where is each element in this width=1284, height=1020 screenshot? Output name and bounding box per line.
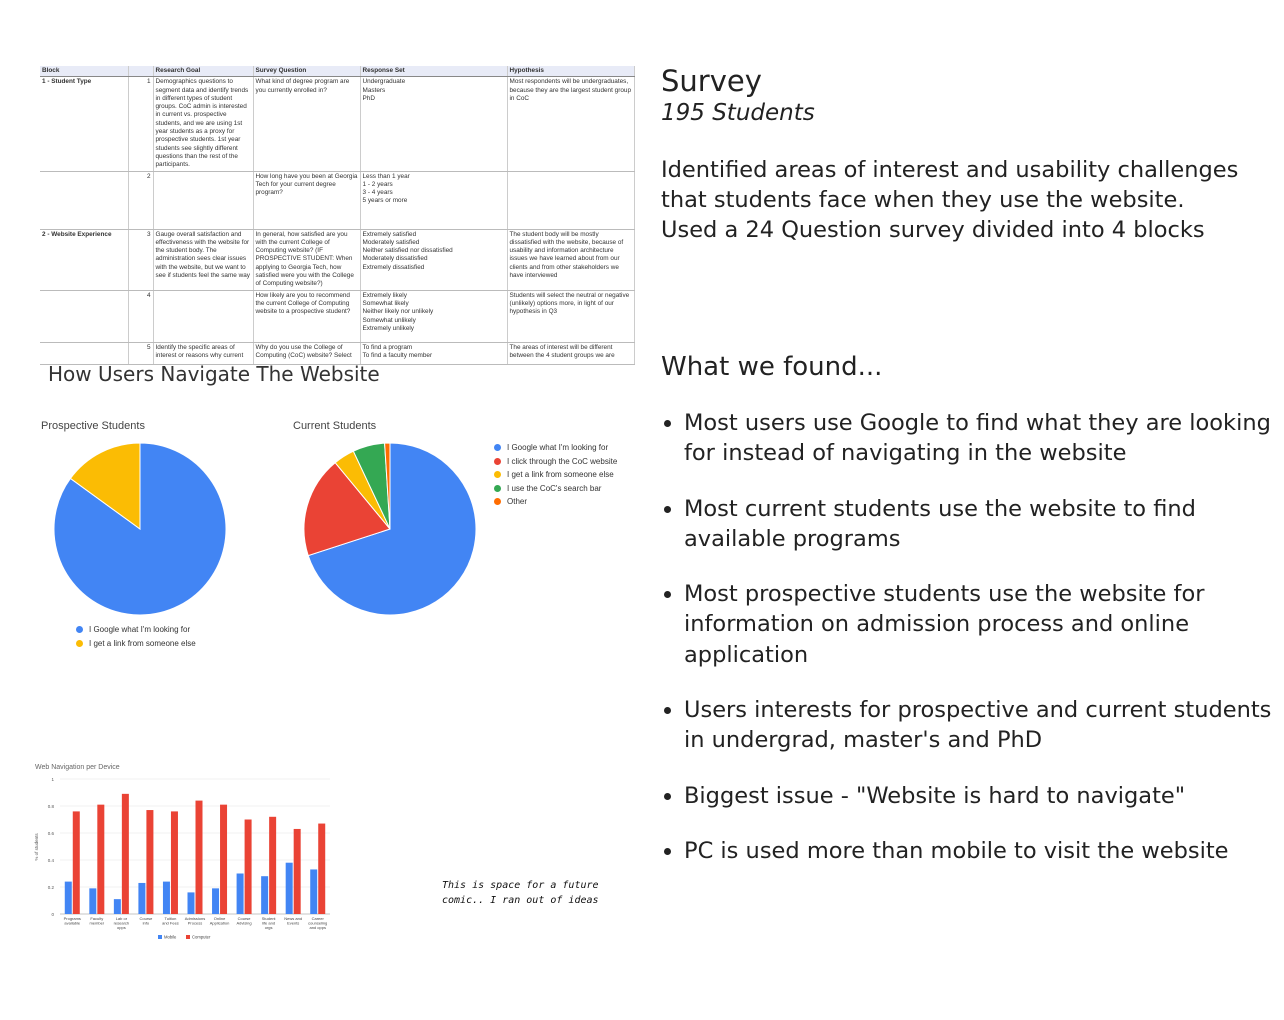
legend-label: I Google what I'm looking for xyxy=(89,625,191,635)
row-goal xyxy=(153,342,253,364)
row-hypothesis xyxy=(507,229,634,290)
bar-mobile xyxy=(212,888,219,914)
legend-label: I get a link from someone else xyxy=(507,470,614,480)
x-tick-label: Online Application xyxy=(209,916,230,926)
bar-computer xyxy=(196,801,203,914)
survey-table-row xyxy=(40,290,634,342)
row-response-text: Undergraduate Masters PhD xyxy=(362,78,406,102)
row-num xyxy=(128,77,153,171)
row-block xyxy=(40,171,128,229)
findings-title: What we found... xyxy=(661,352,883,382)
bar-mobile xyxy=(237,874,244,915)
legend-label: I get a link from someone else xyxy=(89,638,196,648)
row-response-text: Extremely satisfied Moderately satisfied Neither satisfied nor dissatisfied Moderately dissatisfied Extremely dissatisfied xyxy=(362,230,453,271)
row-question xyxy=(253,342,360,364)
row-num xyxy=(128,290,153,342)
row-question xyxy=(253,171,360,229)
findings-list xyxy=(661,408,1284,891)
y-tick-label: 0.6 xyxy=(47,831,54,836)
bar-computer xyxy=(318,824,325,914)
row-goal-text: Identify the specific areas of interest or reasons why current xyxy=(155,343,244,359)
row-num-text: 5 xyxy=(146,343,151,351)
bar-computer xyxy=(97,805,104,914)
legend-swatch xyxy=(494,485,501,492)
finding-item: • Biggest issue - "Website is hard to navigate" xyxy=(684,781,1284,811)
legend-label-mobile: Mobile xyxy=(164,934,177,940)
x-tick-label: Lab or research opps xyxy=(113,916,130,930)
header-block: Block xyxy=(40,66,128,77)
bar-computer xyxy=(269,817,276,914)
header-survey-question: Survey Question xyxy=(253,66,360,77)
bar-mobile xyxy=(310,869,317,914)
row-hypothesis xyxy=(507,290,634,342)
row-question xyxy=(253,290,360,342)
survey-table-header xyxy=(40,66,634,77)
row-response-text: Less than 1 year 1 - 2 years 3 - 4 years 5 years or more xyxy=(362,172,410,205)
legend-swatch xyxy=(494,444,501,451)
legend-label: I Google what I'm looking for xyxy=(507,443,609,453)
legend-label-computer: Computer xyxy=(192,934,211,940)
legend-item xyxy=(494,468,617,482)
x-tick-label: News and Events xyxy=(284,916,303,926)
row-goal xyxy=(153,290,253,342)
pie-current-title: Current Students xyxy=(293,420,377,432)
row-block-text: 1 - Student Type xyxy=(42,78,92,86)
survey-table-row xyxy=(40,229,634,290)
navigation-title: How Users Navigate The Website xyxy=(48,362,380,386)
row-hypothesis-text: Students will select the neutral or negative (unlikely) options more, in light of our hypothesis in Q3 xyxy=(509,291,630,316)
row-goal xyxy=(153,171,253,229)
bar-chart-device xyxy=(30,755,340,945)
row-num xyxy=(128,171,153,229)
header-research-goal: Research Goal xyxy=(153,66,253,77)
row-question-text: Why do you use the College of Computing (CoC) website? Select xyxy=(255,343,352,359)
bar-mobile xyxy=(114,899,121,914)
finding-item: • PC is used more than mobile to visit the website xyxy=(684,836,1284,866)
comic-note: This is space for a future comic.. I ran out of ideas xyxy=(442,880,599,906)
x-tick-label: Course info xyxy=(139,916,153,926)
row-response-text: Extremely likely Somewhat likely Neither likely nor unlikely Somewhat unlikely Extremely unlikely xyxy=(362,291,434,332)
row-block xyxy=(40,290,128,342)
row-goal-text: Demographics questions to segment data and identify trends in different types of student groups. CoC admin is interested in current vs. prospective students, and we are using 1st year students as a proxy for prospective students. 1st year students see slightly different questions than the rest of the participants. xyxy=(155,78,249,169)
row-goal xyxy=(153,77,253,171)
header-num xyxy=(128,66,153,77)
row-goal-text: Gauge overall satisfaction and effectiveness with the website for the student body. The administration sees clear issues with the website, but we want to see if students feel the same way xyxy=(155,230,250,280)
bar-computer xyxy=(220,805,227,914)
row-block-text: 2 - Website Experience xyxy=(42,230,112,238)
finding-item: • Users interests for prospective and current students in undergrad, master's and PhD xyxy=(684,695,1284,756)
bar-computer xyxy=(122,794,129,914)
pie-prospective-title: Prospective Students xyxy=(41,420,145,432)
survey-table-row xyxy=(40,342,634,364)
legend-label: Other xyxy=(507,497,528,507)
x-tick-label: Faculty member xyxy=(89,916,105,926)
pie-chart-prospective xyxy=(52,441,228,617)
survey-title: Survey xyxy=(661,64,762,98)
header-hypothesis: Hypothesis xyxy=(507,66,634,77)
bar-mobile xyxy=(89,888,96,914)
finding-item: • Most users use Google to find what they are looking for instead of navigating in the website xyxy=(684,408,1284,469)
y-axis-label: % of students xyxy=(34,833,39,861)
legend-swatch-computer xyxy=(186,935,190,939)
legend-item xyxy=(76,623,196,637)
bar-mobile xyxy=(261,876,268,914)
row-response xyxy=(360,77,507,171)
row-hypothesis xyxy=(507,77,634,171)
y-tick-label: 0.2 xyxy=(47,885,54,890)
bar-mobile xyxy=(65,882,72,914)
survey-description: Identified areas of interest and usability challenges that students face when they use the website. Used a 24 Question survey divided into 4 blocks xyxy=(661,157,1239,243)
x-tick-label: Programs available xyxy=(63,916,81,926)
legend-swatch xyxy=(494,498,501,505)
survey-subtitle: 195 Students xyxy=(661,100,815,126)
finding-item: • Most prospective students use the website for information on admission process and online application xyxy=(684,579,1284,670)
legend-item xyxy=(494,482,617,496)
bar-computer xyxy=(146,810,153,914)
row-question-text: In general, how satisfied are you with the current College of Computing website? (IF PROSPECTIVE STUDENT: When applying to Georgia Tech, how satisfied were you with the College of Computing website?) xyxy=(255,230,354,288)
x-tick-label: Course Advising xyxy=(236,916,252,926)
survey-table xyxy=(40,66,634,359)
legend-swatch xyxy=(494,458,501,465)
row-num-text: 4 xyxy=(146,291,151,299)
row-hypothesis-text: Most respondents will be undergraduates, because they are the largest student group in CoC xyxy=(509,78,632,102)
row-num-text: 3 xyxy=(146,230,151,238)
legend-swatch xyxy=(76,640,83,647)
row-hypothesis-text: The areas of interest will be different between the 4 student groups we are xyxy=(509,343,615,359)
header-response-set: Response Set xyxy=(360,66,507,77)
row-hypothesis xyxy=(507,171,634,229)
x-tick-label: Career counseling and opps xyxy=(308,916,328,930)
row-question xyxy=(253,229,360,290)
bar-computer xyxy=(73,811,80,914)
row-block xyxy=(40,77,128,171)
survey-table-row xyxy=(40,171,634,229)
y-tick-label: 0 xyxy=(51,912,54,917)
row-goal xyxy=(153,229,253,290)
row-hypothesis xyxy=(507,342,634,364)
survey-table-row xyxy=(40,77,634,171)
row-block xyxy=(40,342,128,364)
row-response xyxy=(360,171,507,229)
legend-label: I click through the CoC website xyxy=(507,456,618,466)
y-tick-label: 1 xyxy=(51,777,54,782)
row-response xyxy=(360,229,507,290)
legend-item xyxy=(494,455,617,469)
legend-current xyxy=(494,441,617,509)
row-question-text: What kind of degree program are you currently enrolled in? xyxy=(255,78,350,94)
legend-item xyxy=(494,441,617,455)
row-num xyxy=(128,229,153,290)
row-question-text: How likely are you to recommend the current College of Computing website to a prospective student? xyxy=(255,291,351,316)
legend-item xyxy=(76,637,196,651)
bar-computer xyxy=(294,829,301,914)
bar-mobile xyxy=(138,883,145,914)
x-tick-label: Student life and orgs xyxy=(261,916,276,930)
row-response xyxy=(360,290,507,342)
row-response-text: To find a program To find a faculty member xyxy=(362,343,433,359)
row-num xyxy=(128,342,153,364)
row-num-text: 1 xyxy=(146,78,151,86)
row-question-text: How long have you been at Georgia Tech for your current degree program? xyxy=(255,172,358,197)
x-tick-label: Admissions Process xyxy=(184,916,206,926)
x-tick-label: Tuition and Fees xyxy=(162,916,179,926)
finding-item: • Most current students use the website to find available programs xyxy=(684,494,1284,555)
legend-swatch-mobile xyxy=(158,935,162,939)
legend-item xyxy=(494,495,617,509)
row-hypothesis-text: The student body will be mostly dissatisfied with the website, because of usability and information architecture issues we have learned about from our clients and from other stakeholders we have interviewed xyxy=(509,230,624,280)
row-question xyxy=(253,77,360,171)
bar-mobile xyxy=(163,882,170,914)
legend-swatch xyxy=(76,626,83,633)
bar-computer xyxy=(171,811,178,914)
legend-swatch xyxy=(494,471,501,478)
bar-chart-title: Web Navigation per Device xyxy=(35,764,120,771)
bar-computer xyxy=(245,820,252,915)
bar-mobile xyxy=(286,863,293,914)
y-tick-label: 0.4 xyxy=(47,858,54,863)
y-tick-label: 0.8 xyxy=(47,804,54,809)
legend-prospective xyxy=(76,623,196,650)
legend-label: I use the CoC's search bar xyxy=(507,483,602,493)
row-block xyxy=(40,229,128,290)
row-response xyxy=(360,342,507,364)
row-num-text: 2 xyxy=(146,172,151,180)
bar-mobile xyxy=(188,892,195,914)
pie-chart-current xyxy=(302,441,478,617)
